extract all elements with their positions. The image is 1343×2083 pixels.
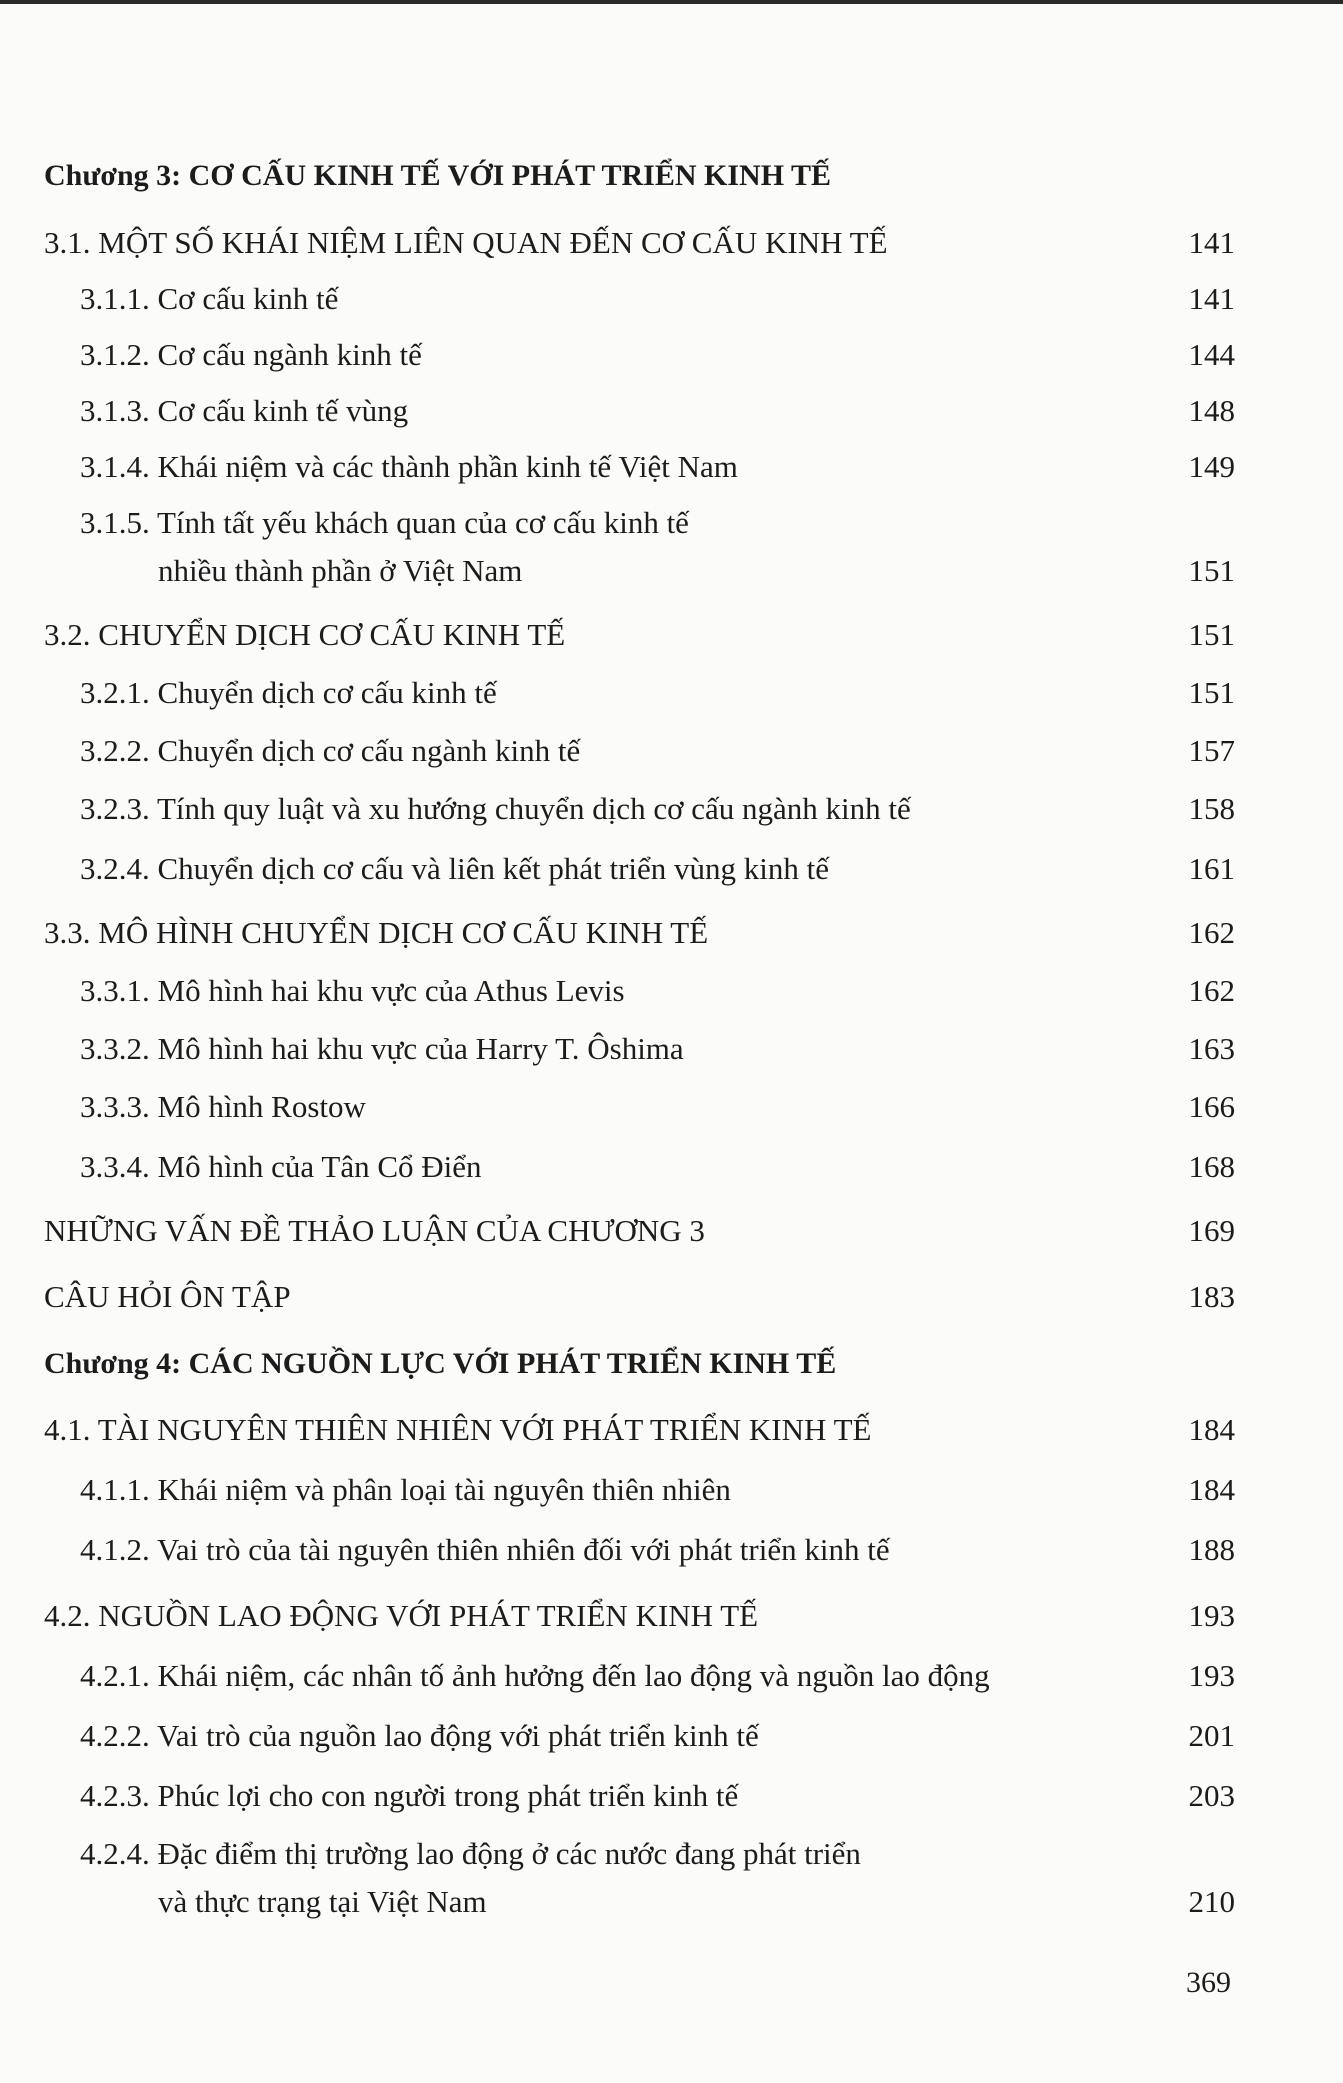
page-number: 193 (1188, 1658, 1235, 1693)
section-title: 3.1. MỘT SỐ KHÁI NIỆM LIÊN QUAN ĐẾN CƠ CẤU KINH TẾ (44, 225, 888, 260)
page-number: 168 (1188, 1149, 1235, 1184)
page-number: 163 (1188, 1031, 1235, 1066)
page-number: 161 (1188, 851, 1235, 886)
subsection-title: 3.2.4. Chuyển dịch cơ cấu và liên kết phát triển vùng kinh tế (80, 851, 830, 886)
subsection-title: 4.1.2. Vai trò của tài nguyên thiên nhiên đối với phát triển kinh tế (80, 1532, 890, 1567)
top-border (0, 0, 1343, 4)
subsection-title: 3.1.1. Cơ cấu kinh tế (80, 281, 339, 316)
page-number: 203 (1188, 1778, 1235, 1813)
page-number: 158 (1188, 791, 1235, 826)
subsection-title: 4.2.1. Khái niệm, các nhân tố ảnh hưởng đến lao động và nguồn lao động (80, 1658, 990, 1693)
page-number: 148 (1188, 393, 1235, 428)
page-number: 184 (1188, 1412, 1235, 1447)
subsection-title: 3.2.3. Tính quy luật và xu hướng chuyển dịch cơ cấu ngành kinh tế (80, 791, 911, 826)
page-number: 151 (1188, 675, 1235, 710)
subsection-title: 3.1.2. Cơ cấu ngành kinh tế (80, 337, 422, 372)
subsection-title: 3.2.2. Chuyển dịch cơ cấu ngành kinh tế (80, 733, 581, 768)
page-number: 162 (1188, 973, 1235, 1008)
page-number: 193 (1188, 1598, 1235, 1633)
subsection-title: 3.3.2. Mô hình hai khu vực của Harry T. Ôshima (80, 1031, 684, 1066)
subsection-title-continued: nhiều thành phần ở Việt Nam (158, 553, 523, 588)
section-title: 4.2. NGUỒN LAO ĐỘNG VỚI PHÁT TRIỂN KINH TẾ (44, 1598, 759, 1633)
page-number: 184 (1188, 1472, 1235, 1507)
section-title: 3.2. CHUYỂN DỊCH CƠ CẤU KINH TẾ (44, 617, 566, 652)
subsection-title: 4.2.2. Vai trò của nguồn lao động với phát triển kinh tế (80, 1718, 759, 1753)
subsection-title: 4.2.4. Đặc điểm thị trường lao động ở các nước đang phát triển (80, 1836, 861, 1871)
subsection-title: 3.3.3. Mô hình Rostow (80, 1089, 366, 1124)
chapter-title: Chương 4: CÁC NGUỒN LỰC VỚI PHÁT TRIỂN KINH TẾ (44, 1347, 837, 1380)
section-title: CÂU HỎI ÔN TẬP (44, 1279, 291, 1314)
page-number: 141 (1188, 225, 1235, 260)
subsection-title: 3.1.4. Khái niệm và các thành phần kinh tế Việt Nam (80, 449, 738, 484)
subsection-title: 3.3.1. Mô hình hai khu vực của Athus Levis (80, 973, 625, 1008)
page-number: 149 (1188, 449, 1235, 484)
subsection-title-continued: và thực trạng tại Việt Nam (158, 1884, 487, 1919)
subsection-title: 4.1.1. Khái niệm và phân loại tài nguyên thiên nhiên (80, 1472, 731, 1507)
page-number: 210 (1188, 1884, 1235, 1919)
page-number: 157 (1188, 733, 1235, 768)
page-number: 151 (1188, 553, 1235, 588)
folio-page-number: 369 (1186, 1966, 1231, 1999)
section-title: NHỮNG VẤN ĐỀ THẢO LUẬN CỦA CHƯƠNG 3 (44, 1213, 705, 1248)
page-number: 162 (1188, 915, 1235, 950)
page-number: 201 (1188, 1718, 1235, 1753)
subsection-title: 3.1.5. Tính tất yếu khách quan của cơ cấu kinh tế (80, 505, 689, 540)
subsection-title: 3.1.3. Cơ cấu kinh tế vùng (80, 393, 409, 428)
chapter-title: Chương 3: CƠ CẤU KINH TẾ VỚI PHÁT TRIỂN KINH TẾ (44, 159, 832, 192)
subsection-title: 4.2.3. Phúc lợi cho con người trong phát triển kinh tế (80, 1778, 739, 1813)
page-number: 141 (1188, 281, 1235, 316)
page-number: 169 (1188, 1213, 1235, 1248)
section-title: 4.1. TÀI NGUYÊN THIÊN NHIÊN VỚI PHÁT TRIỂN KINH TẾ (44, 1412, 872, 1447)
subsection-title: 3.3.4. Mô hình của Tân Cổ Điển (80, 1149, 482, 1184)
page-number: 166 (1188, 1089, 1235, 1124)
subsection-title: 3.2.1. Chuyển dịch cơ cấu kinh tế (80, 675, 497, 710)
page-number: 151 (1188, 617, 1235, 652)
page-number: 183 (1188, 1279, 1235, 1314)
page-number: 144 (1188, 337, 1235, 372)
page-number: 188 (1188, 1532, 1235, 1567)
section-title: 3.3. MÔ HÌNH CHUYỂN DỊCH CƠ CẤU KINH TẾ (44, 915, 709, 950)
